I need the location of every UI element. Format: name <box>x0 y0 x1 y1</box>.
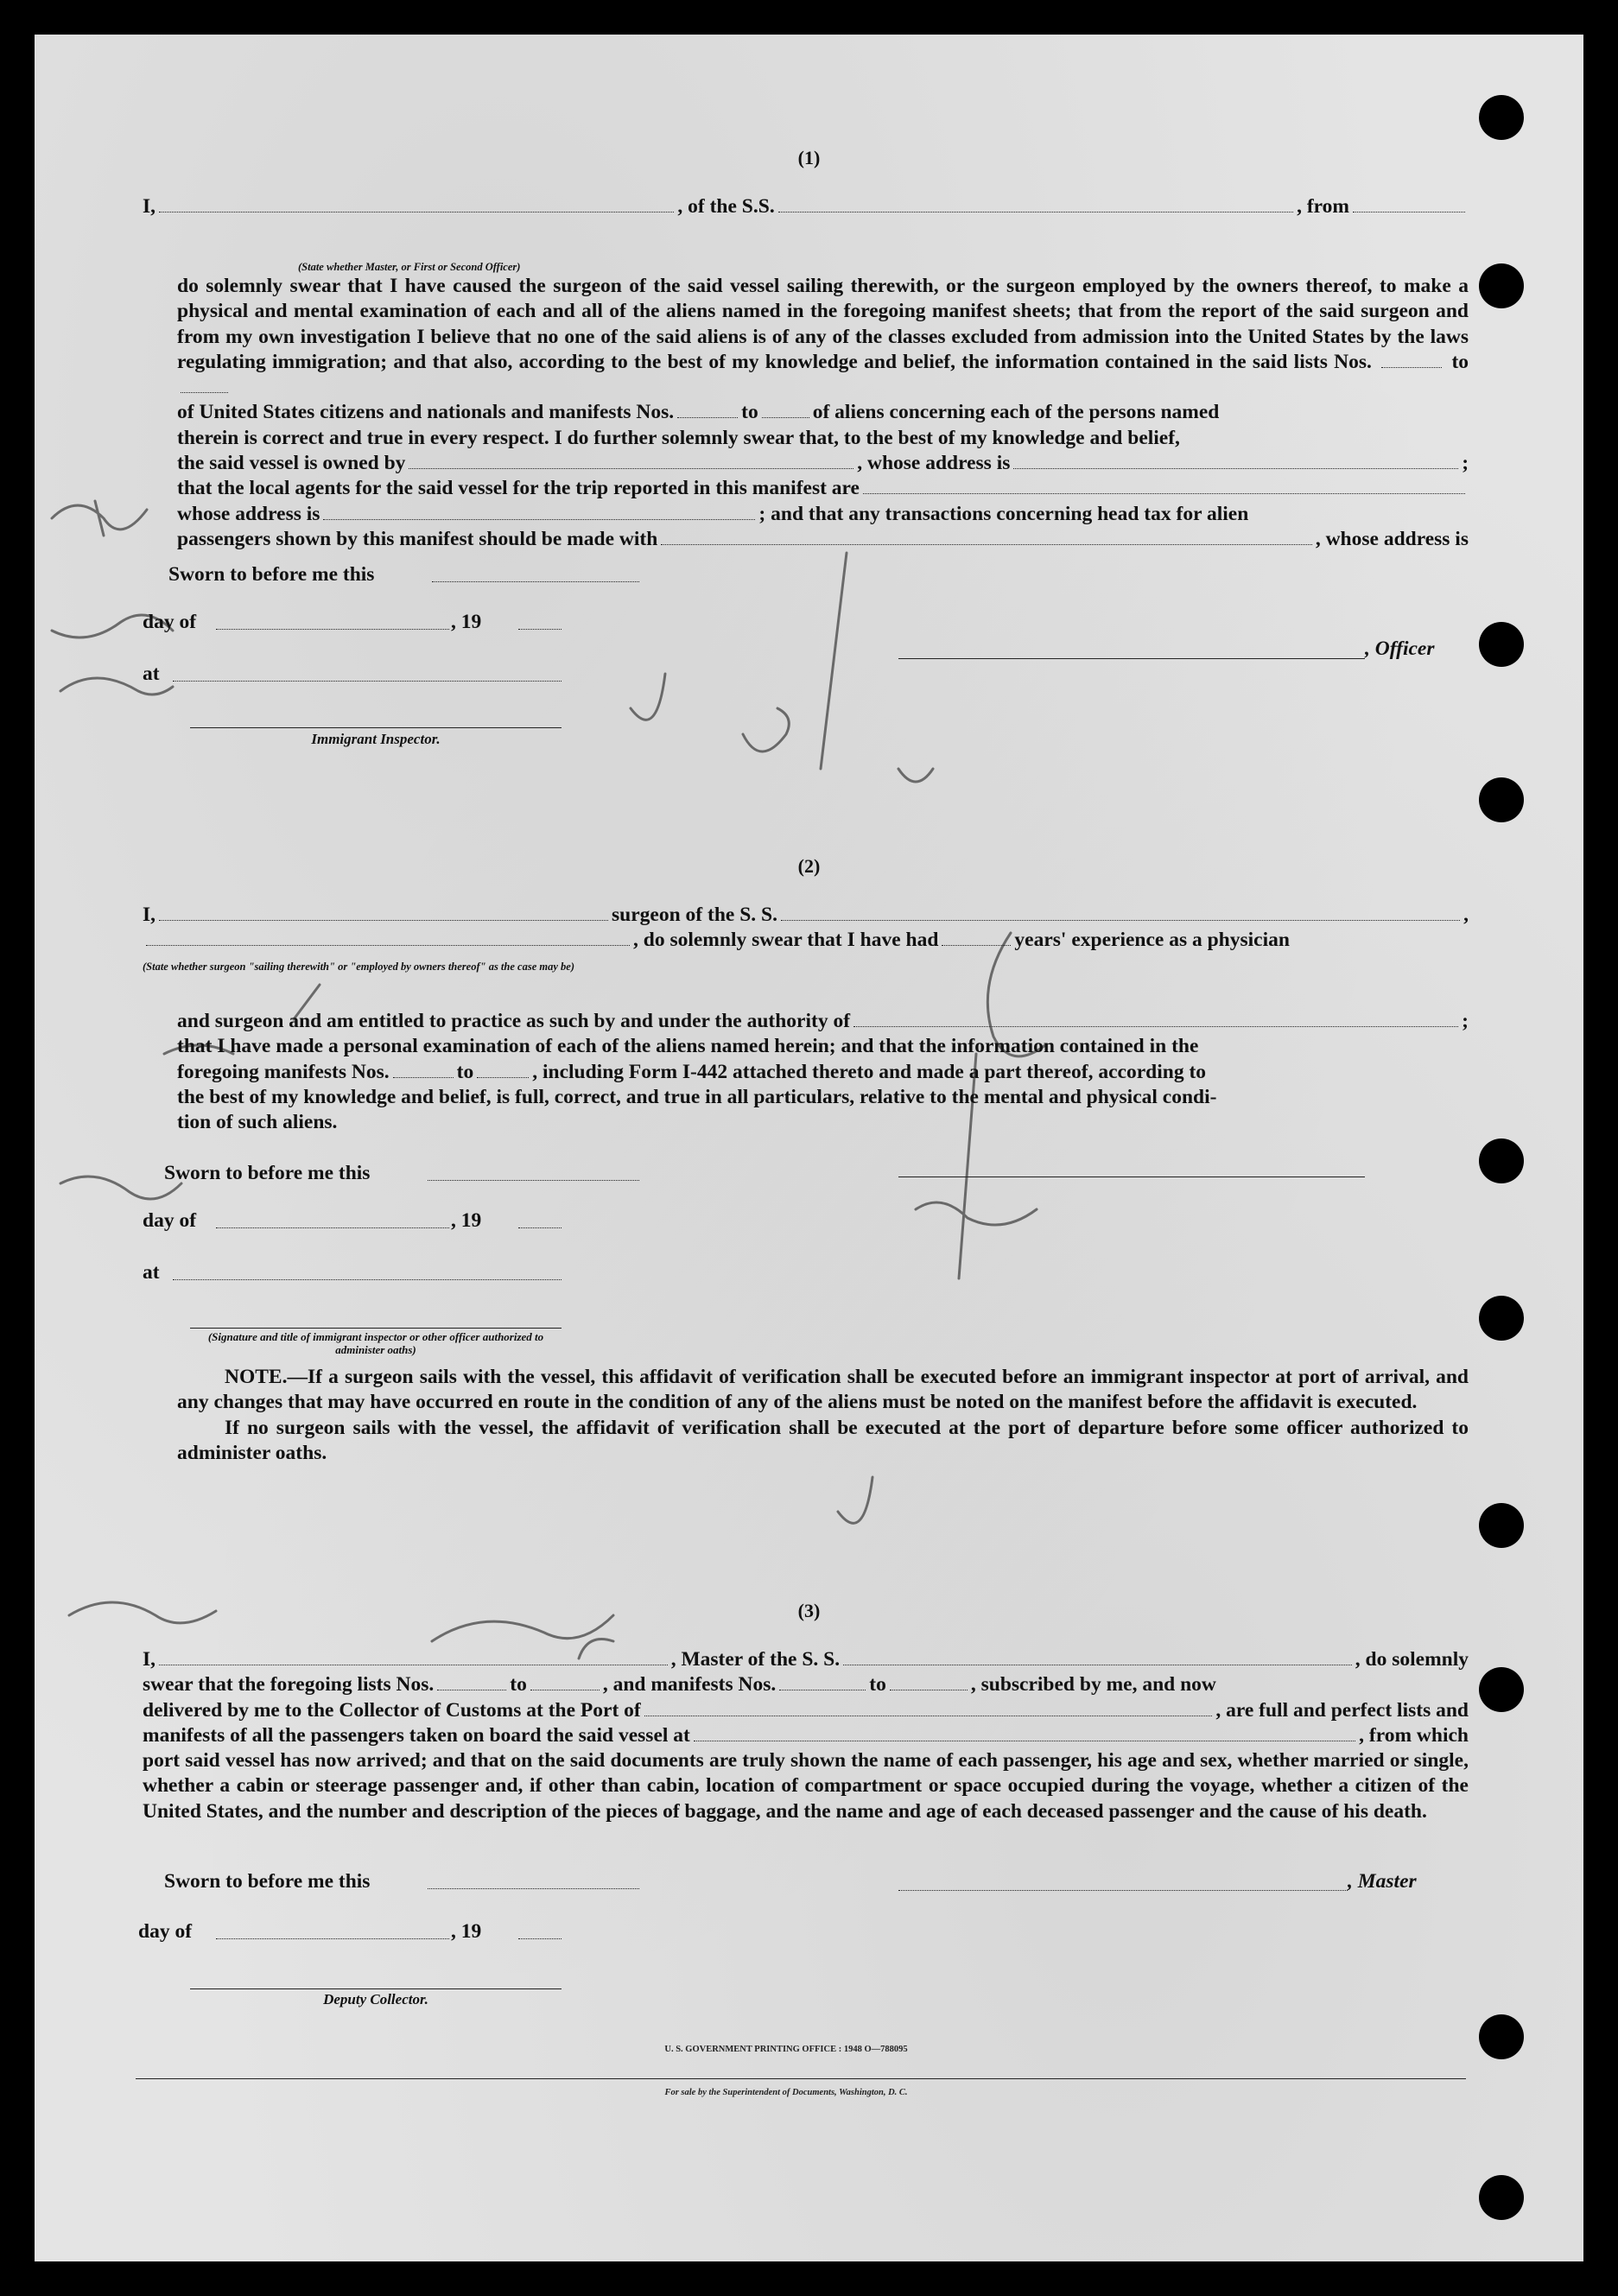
section-number: (1) <box>797 147 821 168</box>
at-field[interactable] <box>173 1278 562 1280</box>
officer-signature-line[interactable] <box>898 658 1365 659</box>
section-2-notes <box>177 1365 1469 1466</box>
surgeon-vessel-field[interactable] <box>781 906 1460 921</box>
signature-caption: (Signature and title of immigrant inspector or other officer authorized to administer oaths) <box>207 1330 544 1356</box>
at-label: at <box>143 1261 160 1284</box>
year-field[interactable] <box>518 1227 562 1228</box>
inspector-signature-line[interactable] <box>190 727 562 728</box>
master-vessel-field[interactable] <box>843 1651 1352 1665</box>
punch-hole <box>1479 95 1524 140</box>
lists-from-field[interactable] <box>1381 352 1442 367</box>
section-3-body: I, , Master of the S. S. , do solemnly swear that the foregoing lists Nos. to , and manifests Nos. to , subscribed by me, and now delivered by me to the Collector of Customs at the Port of , are full and perfect lists and manifests of all the passengers taken on board the said vessel at , from which <box>143 1648 1469 1747</box>
boarding-port-field[interactable] <box>694 1726 1355 1741</box>
year-label: , 19 <box>451 611 482 633</box>
master-label: , Master <box>1348 1870 1417 1893</box>
local-agents-field[interactable] <box>863 479 1465 494</box>
manifests-to-field[interactable] <box>762 403 809 418</box>
section-2-oath: and surgeon and am entitled to practice as such by and under the authority of ; that I have made a personal examination of each of the aliens named herein; and that the information contained in the foregoing manifests Nos. to , including Form I-442 attached thereto and made a part thereof, according to the best of my knowledge and belief, is full, correct, and true in all particulars, relative to the mental and physical condi- tion of such aliens. <box>177 1010 1469 1134</box>
day-label: day of <box>143 1209 197 1232</box>
years-field[interactable] <box>942 931 1011 946</box>
year-field[interactable] <box>518 628 562 630</box>
punch-hole <box>1479 2014 1524 2059</box>
section-3-paragraph: port said vessel has now arrived; and that on the said documents are truly shown the name of each passenger, his age and sex, whether married or single, whether a cabin or steerage passenger and, if other than cabin, location of compartment or space occupied during the voyage, whether a citizen of the United States, and the number and description of the pieces of baggage, and the name and age of each deceased passenger and the cause of his death. <box>143 1749 1469 1823</box>
officer-note: (State whether Master, or First or Second Officer) <box>298 261 521 273</box>
inspector-caption: Immigrant Inspector. <box>311 731 441 747</box>
master-name-field[interactable] <box>159 1651 668 1665</box>
oath-paragraph: do solemnly swear that I have caused the surgeon of the said vessel sailing therewith, or the surgeon employed by the owners thereof, to make a physical and mental examination of each and all of the aliens named in the foregoing manifest sheets; that from the report of the said surgeon and from my own investigation I believe that no one of the said aliens is of any of the classes excluded from admission into the United States by the laws regulating immigration; and that also, according to the best of my knowledge and belief, the information contained in the said lists Nos. to <box>177 274 1469 400</box>
section-number: (3) <box>797 1600 821 1621</box>
lists-to-field[interactable] <box>181 378 228 393</box>
punch-hole <box>1479 263 1524 308</box>
label: , of the S.S. <box>677 195 775 218</box>
owner-field[interactable] <box>409 454 853 469</box>
lists-from-field[interactable] <box>437 1676 506 1690</box>
manifests-from-field[interactable] <box>779 1676 866 1690</box>
section-number: (2) <box>797 855 821 877</box>
manifest-page <box>35 35 1583 2261</box>
manifests-to-field[interactable] <box>890 1676 968 1690</box>
lists-to-field[interactable] <box>530 1676 600 1690</box>
label: I, <box>143 195 156 218</box>
deputy-signature-line[interactable] <box>190 1988 562 1989</box>
exam-from-field[interactable] <box>393 1062 454 1077</box>
note-surgeon-sails: NOTE.—If a surgeon sails with the vessel, this affidavit of verification shall be executed before an immigrant inspector at port of arrival, and any changes that may have occurred en route in the condition of any of the aliens must be noted on the manifest before the affidavit is executed. <box>177 1366 1469 1414</box>
head-tax-contact-field[interactable] <box>661 530 1312 545</box>
surgeon-status-field[interactable] <box>146 931 630 946</box>
punch-hole <box>1479 1138 1524 1183</box>
master-signature-line[interactable] <box>898 1890 1348 1891</box>
punch-hole <box>1479 2175 1524 2220</box>
section-2-body: I, surgeon of the S. S. , , do solemnly swear that I have had years' experience as a physician (State whether surgeon "sailing therewith" or "employed by owners thereof" as the case may be) <box>143 903 1469 954</box>
note-no-surgeon: If no surgeon sails with the vessel, the affidavit of verification shall be executed at the port of departure before some officer authorized to administer oaths. <box>177 1416 1469 1464</box>
surgeon-name-field[interactable] <box>159 906 608 921</box>
agent-address-field[interactable] <box>323 504 755 519</box>
section-1-oath: do solemnly swear that I have caused the surgeon of the said vessel sailing therewith, or the surgeon employed by the owners thereof, to make a physical and mental examination of each and all of the aliens named in the foregoing manifest sheets; that from the report of the said surgeon and from my own investigation I believe that no one of the said aliens is of any of the classes excluded from admission into the United States by the laws regulating immigration; and that also, according to the best of my knowledge and belief, the information contained in the said lists Nos. to of United States citizens and nationals and manifests Nos. to of aliens concerning each of the persons named therein is correct and true in every respect. I do further solemnly swear that, to the best of my knowledge and belief, the said vessel is owned by , whose address is ; that the local agents for the said vessel for the trip reported in this manifest are whose address is ; and that any transactions concerning head tax for alien passengers shown by this manifest should be made with , whose address is <box>177 275 1469 550</box>
sale-notice: For sale by the Superintendent of Documents, Washington, D. C. <box>664 2088 908 2097</box>
at-field[interactable] <box>173 680 562 682</box>
sworn-date-field[interactable] <box>428 1887 639 1889</box>
manifests-from-field[interactable] <box>677 403 738 418</box>
punch-hole <box>1479 1503 1524 1548</box>
vessel-name-field[interactable] <box>778 198 1293 212</box>
footer-rule <box>136 2078 1466 2079</box>
punch-hole <box>1479 777 1524 822</box>
at-label: at <box>143 663 160 685</box>
punch-hole <box>1479 622 1524 667</box>
punch-hole <box>1479 1667 1524 1712</box>
officer-signature-line[interactable] <box>190 1328 562 1329</box>
sworn-date-field[interactable] <box>428 1179 639 1181</box>
from-port-field[interactable] <box>1353 198 1465 212</box>
day-field[interactable] <box>216 628 449 630</box>
punch-hole <box>1479 1296 1524 1341</box>
year-field[interactable] <box>518 1938 562 1939</box>
sworn-label: Sworn to before me this <box>164 1162 371 1184</box>
day-field[interactable] <box>216 1227 449 1228</box>
year-label: , 19 <box>451 1209 482 1232</box>
year-label: , 19 <box>451 1920 482 1943</box>
section-1-body <box>143 194 1469 273</box>
customs-port-field[interactable] <box>644 1701 1213 1716</box>
day-label: day of <box>138 1920 193 1943</box>
sworn-label: Sworn to before me this <box>168 563 375 586</box>
officer-name-field[interactable] <box>159 198 674 212</box>
exam-to-field[interactable] <box>477 1062 529 1077</box>
label: , from <box>1297 195 1349 218</box>
deputy-caption: Deputy Collector. <box>323 1991 428 2007</box>
surgeon-note: (State whether surgeon "sailing therewith" or "employed by owners thereof" as the case may be) <box>143 961 574 973</box>
officer-label: , Officer <box>1365 637 1435 660</box>
owner-address-field[interactable] <box>1013 454 1458 469</box>
authority-field[interactable] <box>853 1012 1458 1027</box>
day-label: day of <box>143 611 197 633</box>
sworn-label: Sworn to before me this <box>164 1870 371 1893</box>
sworn-date-field[interactable] <box>432 580 639 582</box>
day-field[interactable] <box>216 1938 449 1939</box>
gpo-imprint: U. S. GOVERNMENT PRINTING OFFICE : 1948 O—788095 <box>664 2045 908 2054</box>
